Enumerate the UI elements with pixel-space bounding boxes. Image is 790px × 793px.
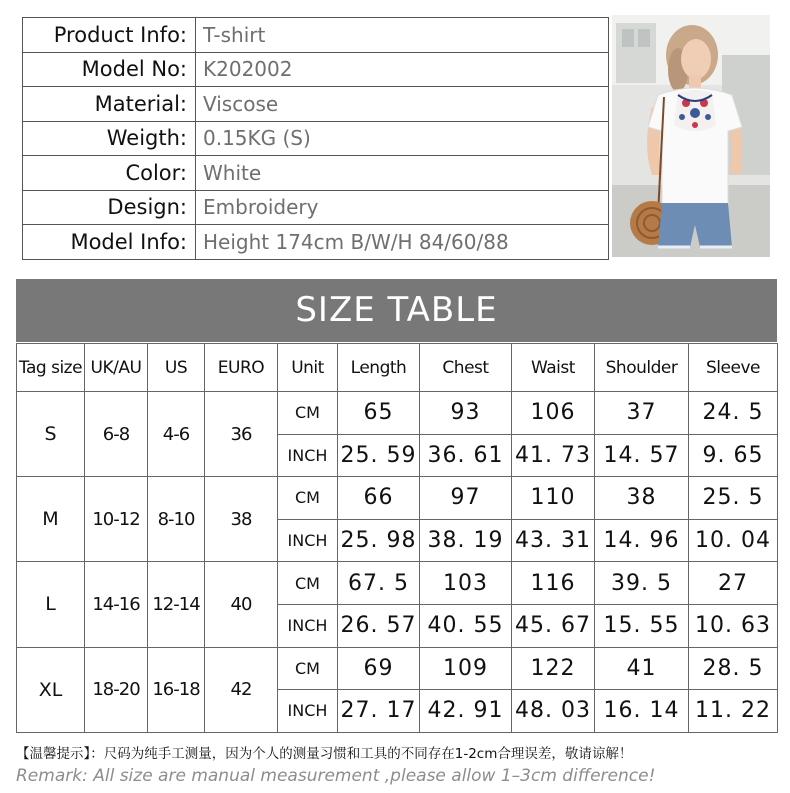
english-remark: Remark: All size are manual measurement ,please allow 1–3cm difference! bbox=[16, 766, 656, 786]
uk-size-cell: 18-20 bbox=[85, 647, 148, 732]
table-row bbox=[17, 647, 778, 690]
chest-cell: 93 bbox=[420, 392, 512, 435]
unit-cell: INCH bbox=[278, 434, 338, 477]
model-illustration bbox=[612, 15, 770, 257]
header-uk-au: UK/AU bbox=[85, 344, 148, 392]
info-label: Color: bbox=[23, 156, 196, 191]
info-row-product bbox=[23, 18, 609, 53]
sleeve-cell: 9. 65 bbox=[689, 434, 778, 477]
info-label: Material: bbox=[23, 87, 196, 122]
length-cell: 67. 5 bbox=[338, 562, 420, 605]
header-chest: Chest bbox=[420, 344, 512, 392]
info-label: Weigth: bbox=[23, 121, 196, 156]
unit-cell: CM bbox=[278, 562, 338, 605]
info-row-material bbox=[23, 87, 609, 122]
unit-cell: INCH bbox=[278, 519, 338, 562]
info-value: 0.15KG (S) bbox=[196, 121, 609, 156]
header-sleeve: Sleeve bbox=[689, 344, 778, 392]
shoulder-cell: 16. 14 bbox=[595, 690, 689, 733]
table-row bbox=[17, 562, 778, 605]
header-us: US bbox=[148, 344, 205, 392]
unit-cell: INCH bbox=[278, 604, 338, 647]
us-size-cell: 8-10 bbox=[148, 477, 205, 562]
tag-size-cell: M bbox=[17, 477, 85, 562]
info-label: Design: bbox=[23, 190, 196, 225]
info-value: Height 174cm B/W/H 84/60/88 bbox=[196, 225, 609, 260]
length-cell: 26. 57 bbox=[338, 604, 420, 647]
sleeve-cell: 27 bbox=[689, 562, 778, 605]
chest-cell: 40. 55 bbox=[420, 604, 512, 647]
info-value: K202002 bbox=[196, 52, 609, 87]
info-row-model-no bbox=[23, 52, 609, 87]
chest-cell: 36. 61 bbox=[420, 434, 512, 477]
unit-cell: CM bbox=[278, 392, 338, 435]
euro-size-cell: 40 bbox=[205, 562, 278, 647]
chest-cell: 42. 91 bbox=[420, 690, 512, 733]
length-cell: 25. 59 bbox=[338, 434, 420, 477]
waist-cell: 43. 31 bbox=[512, 519, 595, 562]
header-waist: Waist bbox=[512, 344, 595, 392]
sleeve-cell: 11. 22 bbox=[689, 690, 778, 733]
header-shoulder: Shoulder bbox=[595, 344, 689, 392]
info-row-color bbox=[23, 156, 609, 191]
length-cell: 69 bbox=[338, 647, 420, 690]
sleeve-cell: 28. 5 bbox=[689, 647, 778, 690]
uk-size-cell: 14-16 bbox=[85, 562, 148, 647]
shoulder-cell: 37 bbox=[595, 392, 689, 435]
tag-size-cell: XL bbox=[17, 647, 85, 732]
header-euro: EURO bbox=[205, 344, 278, 392]
chest-cell: 109 bbox=[420, 647, 512, 690]
tag-size-cell: L bbox=[17, 562, 85, 647]
shoulder-cell: 41 bbox=[595, 647, 689, 690]
us-size-cell: 16-18 bbox=[148, 647, 205, 732]
us-size-cell: 12-14 bbox=[148, 562, 205, 647]
table-row bbox=[17, 392, 778, 435]
header-length: Length bbox=[338, 344, 420, 392]
info-label: Model Info: bbox=[23, 225, 196, 260]
euro-size-cell: 36 bbox=[205, 392, 278, 477]
length-cell: 65 bbox=[338, 392, 420, 435]
table-row bbox=[17, 477, 778, 520]
chest-cell: 97 bbox=[420, 477, 512, 520]
euro-size-cell: 42 bbox=[205, 647, 278, 732]
length-cell: 66 bbox=[338, 477, 420, 520]
euro-size-cell: 38 bbox=[205, 477, 278, 562]
sleeve-cell: 25. 5 bbox=[689, 477, 778, 520]
tag-size-cell: S bbox=[17, 392, 85, 477]
waist-cell: 116 bbox=[512, 562, 595, 605]
shoulder-cell: 15. 55 bbox=[595, 604, 689, 647]
chinese-remark: 【温馨提示】：尺码为纯手工测量，因为个人的测量习惯和工具的不同存在1-2cm合理误差，敬请谅解！ bbox=[16, 746, 633, 762]
sleeve-cell: 10. 63 bbox=[689, 604, 778, 647]
uk-size-cell: 6-8 bbox=[85, 392, 148, 477]
header-tag-size: Tag size bbox=[17, 344, 85, 392]
waist-cell: 122 bbox=[512, 647, 595, 690]
unit-cell: CM bbox=[278, 477, 338, 520]
uk-size-cell: 10-12 bbox=[85, 477, 148, 562]
shoulder-cell: 39. 5 bbox=[595, 562, 689, 605]
sleeve-cell: 24. 5 bbox=[689, 392, 778, 435]
size-table-header-row bbox=[17, 344, 778, 392]
sleeve-cell: 10. 04 bbox=[689, 519, 778, 562]
length-cell: 25. 98 bbox=[338, 519, 420, 562]
product-info-table bbox=[22, 17, 609, 260]
waist-cell: 110 bbox=[512, 477, 595, 520]
header-unit: Unit bbox=[278, 344, 338, 392]
size-table bbox=[16, 343, 778, 733]
unit-cell: CM bbox=[278, 647, 338, 690]
info-value: Viscose bbox=[196, 87, 609, 122]
waist-cell: 48. 03 bbox=[512, 690, 595, 733]
info-value: Embroidery bbox=[196, 190, 609, 225]
size-table-title: SIZE TABLE bbox=[16, 279, 777, 342]
info-value: White bbox=[196, 156, 609, 191]
info-label: Product Info: bbox=[23, 18, 196, 53]
chest-cell: 103 bbox=[420, 562, 512, 605]
shoulder-cell: 38 bbox=[595, 477, 689, 520]
chest-cell: 38. 19 bbox=[420, 519, 512, 562]
info-value: T-shirt bbox=[196, 18, 609, 53]
waist-cell: 45. 67 bbox=[512, 604, 595, 647]
product-photo bbox=[612, 15, 770, 257]
info-row-design bbox=[23, 190, 609, 225]
shoulder-cell: 14. 57 bbox=[595, 434, 689, 477]
length-cell: 27. 17 bbox=[338, 690, 420, 733]
info-label: Model No: bbox=[23, 52, 196, 87]
shoulder-cell: 14. 96 bbox=[595, 519, 689, 562]
waist-cell: 106 bbox=[512, 392, 595, 435]
waist-cell: 41. 73 bbox=[512, 434, 595, 477]
unit-cell: INCH bbox=[278, 690, 338, 733]
info-row-weight bbox=[23, 121, 609, 156]
info-row-model-info bbox=[23, 225, 609, 260]
us-size-cell: 4-6 bbox=[148, 392, 205, 477]
